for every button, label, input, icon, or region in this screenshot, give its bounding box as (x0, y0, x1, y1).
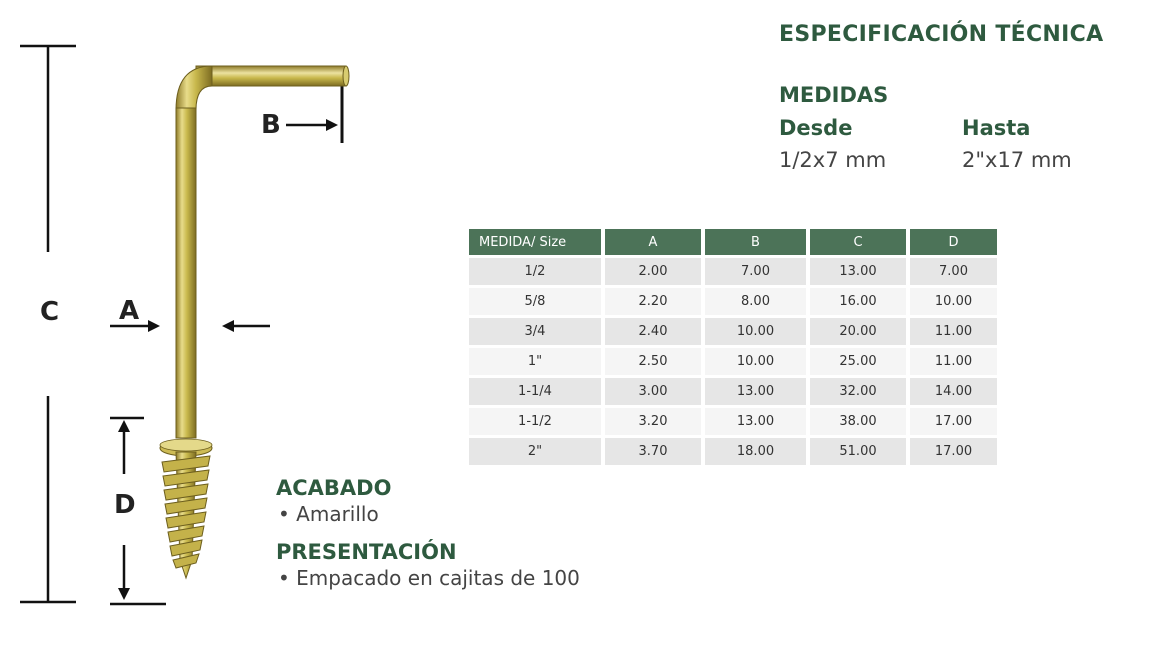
table-cell: 3.00 (605, 378, 701, 405)
table-cell: 14.00 (910, 378, 997, 405)
table-row (469, 378, 997, 405)
table-header-row (469, 229, 997, 255)
table-cell: 38.00 (810, 408, 906, 435)
column-header-c: C (810, 229, 906, 255)
medidas-label: MEDIDAS (779, 83, 889, 107)
dimension-a-label: A (119, 296, 140, 326)
table-cell: 2.00 (605, 258, 701, 285)
acabado-label: ACABADO (276, 476, 392, 500)
table-cell: 11.00 (910, 348, 997, 375)
table-cell: 51.00 (810, 438, 906, 465)
table-cell: 10.00 (705, 348, 806, 375)
table-cell: 17.00 (910, 438, 997, 465)
table-cell: 3/4 (469, 318, 601, 345)
column-header-medida: MEDIDA/ Size (469, 229, 601, 255)
table-row (469, 318, 997, 345)
table-row (469, 348, 997, 375)
spec-title: ESPECIFICACIÓN TÉCNICA (779, 22, 1104, 47)
spec-table (465, 226, 1001, 468)
column-header-d: D (910, 229, 997, 255)
acabado-item: • Amarillo (278, 502, 379, 526)
table-cell: 2.20 (605, 288, 701, 315)
table-row (469, 258, 997, 285)
table-cell: 32.00 (810, 378, 906, 405)
desde-label: Desde (779, 116, 853, 140)
table-cell: 13.00 (705, 408, 806, 435)
table-cell: 2" (469, 438, 601, 465)
table-cell: 5/8 (469, 288, 601, 315)
hasta-label: Hasta (962, 116, 1031, 140)
table-cell: 1-1/4 (469, 378, 601, 405)
table-cell: 10.00 (910, 288, 997, 315)
table-cell: 13.00 (810, 258, 906, 285)
table-cell: 1" (469, 348, 601, 375)
table-row (469, 438, 997, 465)
desde-value: 1/2x7 mm (779, 148, 887, 172)
dimension-b-arrow (286, 86, 342, 143)
table-cell: 2.40 (605, 318, 701, 345)
dimension-b-label: B (261, 110, 281, 140)
table-cell: 1-1/2 (469, 408, 601, 435)
table-cell: 3.70 (605, 438, 701, 465)
table-cell: 11.00 (910, 318, 997, 345)
table-cell: 7.00 (910, 258, 997, 285)
presentacion-label: PRESENTACIÓN (276, 540, 457, 564)
table-cell: 17.00 (910, 408, 997, 435)
dimension-d-label: D (114, 490, 136, 520)
column-header-a: A (605, 229, 701, 255)
table-cell: 1/2 (469, 258, 601, 285)
table-cell: 10.00 (705, 318, 806, 345)
table-row (469, 288, 997, 315)
table-cell: 18.00 (705, 438, 806, 465)
dimension-c-label: C (40, 297, 60, 327)
hasta-value: 2"x17 mm (962, 148, 1072, 172)
table-cell: 3.20 (605, 408, 701, 435)
column-header-b: B (705, 229, 806, 255)
table-cell: 2.50 (605, 348, 701, 375)
table-row (469, 408, 997, 435)
table-cell: 7.00 (705, 258, 806, 285)
presentacion-item: • Empacado en cajitas de 100 (278, 566, 580, 590)
table-cell: 25.00 (810, 348, 906, 375)
table-cell: 16.00 (810, 288, 906, 315)
table-cell: 13.00 (705, 378, 806, 405)
table-cell: 8.00 (705, 288, 806, 315)
table-cell: 20.00 (810, 318, 906, 345)
